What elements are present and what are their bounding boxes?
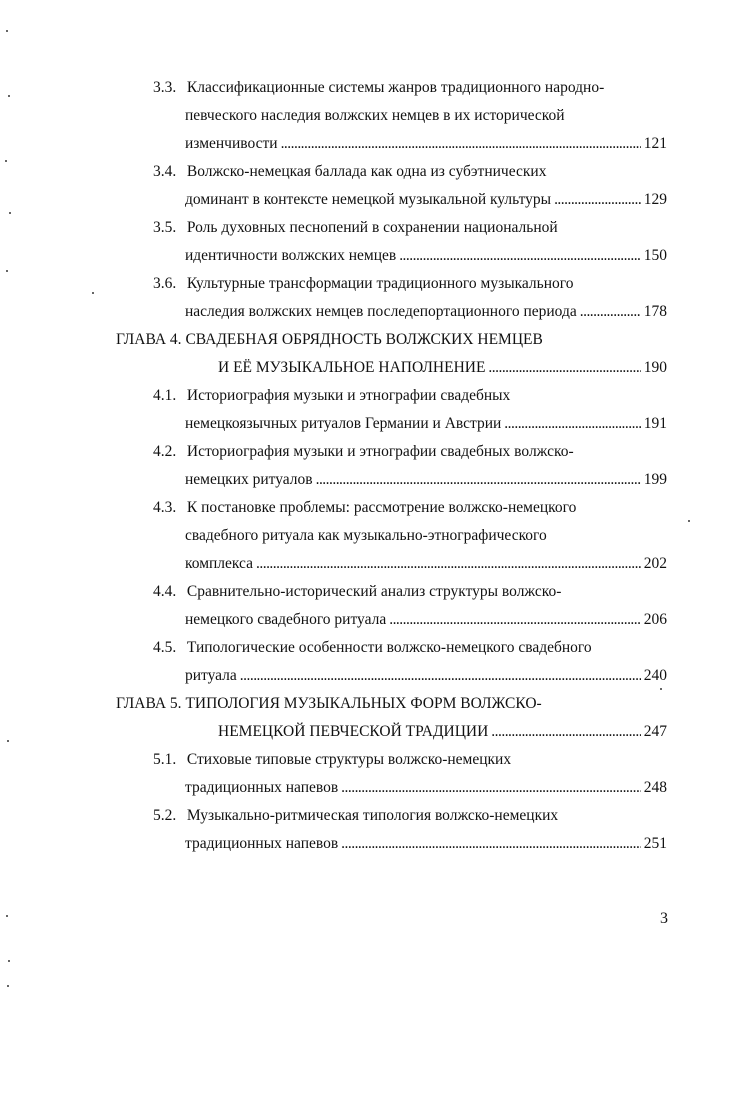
toc-entry-3-3-line-3: изменчивости . . . 121 (185, 134, 667, 154)
scan-speck (9, 212, 11, 214)
toc-entry-4-4-line-1: 4.4. Сравнительно-исторический анализ структуры волжско- (153, 583, 562, 600)
scan-speck (660, 688, 662, 690)
leader-dots (491, 722, 640, 742)
page-ref: 202 (643, 555, 667, 572)
chapter-5-heading-line-2: НЕМЕЦКОЙ ПЕВЧЕСКОЙ ТРАДИЦИИ . . . 247 (218, 722, 667, 742)
scan-speck (5, 160, 7, 162)
page-ref: 248 (643, 779, 667, 796)
page-ref: 129 (643, 191, 667, 208)
leader-dots (488, 358, 640, 378)
toc-entry-3-3-line-2: певческого наследия волжских немцев в их исторической (185, 107, 565, 124)
leader-dots (341, 834, 641, 854)
toc-entry-4-3-line-2: свадебного ритуала как музыкально-этнографического (185, 527, 547, 544)
leader-dots (580, 302, 641, 322)
toc-entry-4-1-line-1: 4.1. Историография музыки и этнографии свадебных (153, 387, 511, 404)
page-ref: 190 (643, 359, 667, 376)
page-ref: 191 (643, 415, 667, 432)
scan-speck (7, 985, 9, 987)
toc-entry-3-4-line-2: доминант в контексте немецкой музыкальной культуры . . . 129 (185, 190, 667, 210)
page-ref: 251 (643, 835, 667, 852)
toc-entry-5-2-line-1: 5.2. Музыкально-ритмическая типология волжско-немецких (153, 807, 559, 824)
toc-entry-4-5-line-2: ритуала . . . 240 (185, 666, 667, 686)
leader-dots (504, 414, 640, 434)
toc-entry-3-5-line-2: идентичности волжских немцев . . . 150 (185, 246, 667, 266)
toc-entry-4-2-line-1: 4.2. Историография музыки и этнографии свадебных волжско- (153, 443, 574, 460)
toc-entry-4-2-line-2: немецких ритуалов . . . 199 (185, 470, 667, 490)
toc-entry-3-4-line-1: 3.4. Волжско-немецкая баллада как одна из субэтнических (153, 163, 547, 180)
chapter-4-heading-line-2: И ЕЁ МУЗЫКАЛЬНОЕ НАПОЛНЕНИЕ . . . 190 (218, 358, 667, 378)
page-number: 3 (660, 910, 668, 927)
scan-speck (6, 30, 8, 32)
toc-entry-5-1-line-1: 5.1. Стиховые типовые структуры волжско-немецких (153, 751, 512, 768)
leader-dots (341, 778, 641, 798)
toc-entry-3-5-line-1: 3.5. Роль духовных песнопений в сохранении национальной (153, 219, 558, 236)
toc-entry-5-2-line-2: традиционных напевов . . . 251 (185, 834, 667, 854)
page-ref: 121 (643, 135, 667, 152)
leader-dots (389, 610, 641, 630)
page-ref: 206 (643, 611, 667, 628)
toc-entry-3-6-line-2: наследия волжских немцев последепортационного периода . . . 178 (185, 302, 667, 322)
scan-speck (8, 960, 10, 962)
scan-speck (688, 520, 690, 522)
scan-speck (6, 270, 8, 272)
toc-entry-4-1-line-2: немецкоязычных ритуалов Германии и Австрии . . . 191 (185, 414, 667, 434)
toc-entry-3-3-line-1: 3.3. Классификационные системы жанров традиционного народно- (153, 79, 605, 96)
toc-entry-5-1-line-2: традиционных напевов . . . 248 (185, 778, 667, 798)
scan-speck (92, 292, 94, 294)
toc-entry-4-3-line-1: 4.3. К постановке проблемы: рассмотрение волжско-немецкого (153, 499, 577, 516)
page-ref: 240 (643, 667, 667, 684)
leader-dots (316, 470, 641, 490)
leader-dots (281, 134, 641, 154)
chapter-5-heading-line-1: ГЛАВА 5. ТИПОЛОГИЯ МУЗЫКАЛЬНЫХ ФОРМ ВОЛЖСКО- (116, 695, 542, 712)
page-ref: 178 (643, 303, 667, 320)
page-ref: 199 (643, 471, 667, 488)
toc-entry-4-5-line-1: 4.5. Типологические особенности волжско-немецкого свадебного (153, 639, 592, 656)
leader-dots (240, 666, 641, 686)
toc-entry-4-3-line-3: комплекса . . . 202 (185, 554, 667, 574)
leader-dots (554, 190, 641, 210)
toc-entry-3-6-line-1: 3.6. Культурные трансформации традиционного музыкального (153, 275, 574, 292)
page-ref: 247 (643, 723, 667, 740)
leader-dots (399, 246, 641, 266)
toc-entry-4-4-line-2: немецкого свадебного ритуала . . . 206 (185, 610, 667, 630)
scan-speck (8, 95, 10, 97)
scan-speck (6, 915, 8, 917)
leader-dots (256, 554, 641, 574)
chapter-4-heading-line-1: ГЛАВА 4. СВАДЕБНАЯ ОБРЯДНОСТЬ ВОЛЖСКИХ НЕМЦЕВ (116, 331, 543, 348)
scan-speck (7, 740, 9, 742)
page-ref: 150 (643, 247, 667, 264)
